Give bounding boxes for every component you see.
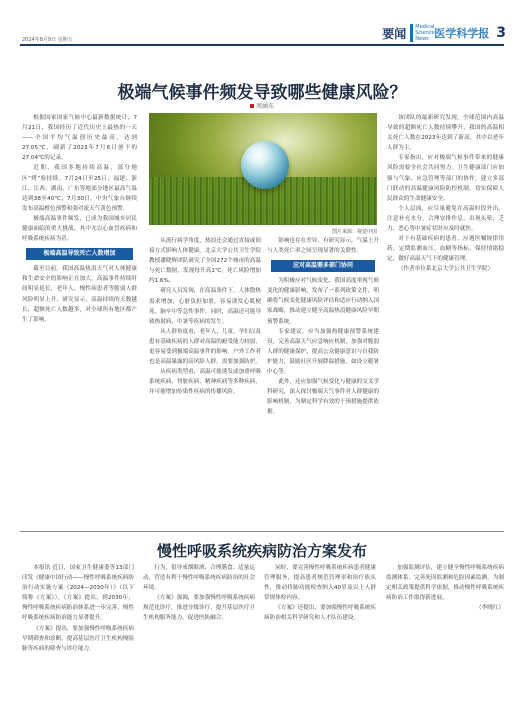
article2-title: 慢性呼吸系统疾病防治方案发布 (156, 542, 367, 560)
reporter-name: （李晓红） (476, 605, 504, 612)
article1-column-3 (267, 236, 379, 523)
paragraph: 专家指出，应对极端气候事件带来的健康风险需要全社会共同努力。卫生健康部门应加强与气象、应急管理等部门的协作，建立多部门联动的高温健康风险防控机制，切实保障人民群众的生命健康安全。 (387, 155, 504, 202)
subheading-1: 极端高温导致死亡人数增加 (26, 248, 133, 260)
page-header (0, 0, 524, 46)
paragraph: 此外，还应加强气候变化与健康的交叉学科研究，深入探讨极端天气事件对人群健康的影响机制，为制定科学有效的干预措施提供依据。 (267, 379, 379, 416)
paragraph: 从疾病类型看，高温可能诱发或加重呼吸系统疾病、肾脏疾病、精神疾病等多种疾病，并可能增加传染性疾病的传播风险。 (149, 369, 261, 396)
section-name: 要闻 (382, 26, 407, 41)
paper-logo-icon: Medical Science News (410, 24, 430, 42)
article-byline (0, 101, 524, 110)
paragraph: 该团队的最新研究发现，全球范围内高温导致的超额死亡人数持续攀升，我国的高温相关死亡人数在2023年达到了新高，其中以老年人群为主。 (387, 115, 504, 152)
paragraph: 极端高温事件频发，已成为我国城乡居民健康面临的重大挑战，其中尤以心血管疾病和呼吸系统疾病为甚。 (22, 215, 137, 243)
byline-marker-icon (250, 104, 254, 108)
paragraph: 个人层面，应尽量避免在高温时段外出，注意补充水分，合理安排作息，出现头晕、乏力、恶心等中暑症状时应及时就医。 (387, 205, 504, 233)
paragraph: 对于有基础疾病的患者，应遵医嘱规律用药，定期监测血压、血糖等指标，保持情绪稳定，做好高温天气下的健康管理。 (387, 236, 504, 263)
header-rule (20, 44, 504, 46)
author-name: 周涵东 (255, 103, 274, 110)
article-title: 极端气候事件频发导致哪些健康风险？ (117, 83, 407, 103)
paragraph: 影响也存在差异，有研究显示，气温上升与人类死亡率之间呈现显著的关联性。 (267, 238, 379, 255)
paragraph: 《方案》还提出，要加强慢性呼吸系统疾病防治相关科学研究和人才队伍建设。 (264, 605, 376, 622)
paragraph: 根据国家国家气候中心最新数据统计，7月21日，我国经历了近代历史上最热的一天——全国平均气温创历史最高，达到27.05℃，刷新了2023年7月6日创下的27.04℃的记录。 (22, 115, 137, 162)
paragraph: 《方案》提出，要加强慢性呼吸系统疾病早期筛查和诊断，提高基层医疗卫生机构慢阻肺等疾病的筛查与诊疗能力。 (22, 625, 134, 652)
paragraph: 近期，我国多地持续高温，部分地区“烤”验持续。7月24日至25日，福建、浙江、江西、湖南、广东等地部分地区最高气温达到38至40℃，7月30日，中央气象台继续发布高温橙色预警和强对流天气黄色预警。 (22, 165, 137, 212)
paragraph: 专家建议，应当加强热健康预警系统建设，完善高温天气应急响应机制，加强对脆弱人群的健康保护，提高公众健康意识与自我防护能力，鼓励社区开展降温措施，如设立避暑中心等。 (267, 328, 379, 376)
issue-date: 2024年8月9日 星期五 (22, 37, 73, 43)
article1-column-1 (22, 113, 137, 523)
paper-name: 医学科学报 (434, 27, 490, 40)
author-affiliation: （作者单位系北京大学公共卫生学院） (397, 266, 494, 273)
page-number: 3 (496, 25, 506, 41)
glass-globe-icon (241, 141, 289, 189)
masthead (382, 24, 506, 42)
article1-column-2 (149, 236, 261, 523)
paragraph: 从流行病学角度，热浪还会通过直接或间接方式影响人体健康。北京大学公共卫生学院教授潘晓辉团队研究了全国272个城市的高温与死亡数据，发现每升高1℃，死亡风险增加约1.6%。 (149, 238, 261, 285)
paragraph: 截至目前，我国高温热浪天气对人体健康和生命安全的影响正在加大，高温事件持续时间明显延长，老年人、慢性病患者等脆弱人群风险明显上升。研究显示，高温持续的天数越长，超额死亡人数越多，对全球所有地区都产生了影响。 (22, 266, 137, 323)
paragraph: 研究人员发现，在高温条件下，人体散热需求增加，心脏负担加重，容易诱发心肌梗死、脑卒中等急性事件。同时，高温还可能导致热射病、中暑等疾病的发生。 (149, 288, 261, 325)
paragraph: 同时，要完善慢性呼吸系统疾病患者健康管理服务，提高患者规范管理率和治疗依从性，推动将肺功能检查纳入40岁及以上人群常规体检内容。 (264, 565, 376, 602)
paragraph: 为积极应对气候变化，我国高度重视气候变化的健康影响，发布了一系列政策文件，明确将气候变化健康风险评估和适应行动纳入国家战略，推动建立健全高温热浪健康风险早期预警系统。 (267, 278, 379, 325)
subheading-2: 应对高温需多部门协同 (271, 260, 375, 272)
article-photo (149, 113, 377, 225)
paragraph: 行为，倡导戒烟限酒、合理膳食、适量运动，营造有利于慢性呼吸系统疾病防治的社会环境。 (143, 565, 255, 592)
article2-column-3 (264, 563, 376, 721)
article2-column-1 (22, 563, 134, 721)
paragraph: 《方案》强调，要加强慢性呼吸系统疾病规范化诊疗，推进分级诊疗，提升基层医疗卫生机构服务能力，促进医防融合。 (143, 595, 255, 622)
article2-column-4 (386, 563, 504, 721)
paragraph: 从人群角度看，老年人、儿童、孕妇以及患有基础疾病的人群对高温的耐受能力较弱，更容易受到极端高温事件的影响。户外工作者也是高温暴露的高风险人群，需要加强防护。 (149, 328, 261, 366)
article1-column-4 (387, 113, 504, 523)
article-divider (20, 531, 504, 532)
paragraph: 加强监测评估，建立健全慢性呼吸系统疾病监测体系，完善死因监测和危险因素监测，为制定相关政策提供科学依据，推动慢性呼吸系统疾病防治工作取得新进展。 (386, 565, 504, 602)
paragraph: 本报讯 近日，国家卫生健康委等13部门印发《健康中国行动——慢性呼吸系统疾病防治行动实施方案（2024—2030年）》（以下简称《方案》）。《方案》提出，到2030年，慢性呼吸系统疾病防治体系进一步完善，慢性呼吸系统疾病防治能力显著提升。 (22, 565, 134, 622)
photo-caption: 图片来源：视觉中国 (331, 229, 377, 235)
article2-column-2 (143, 563, 255, 721)
